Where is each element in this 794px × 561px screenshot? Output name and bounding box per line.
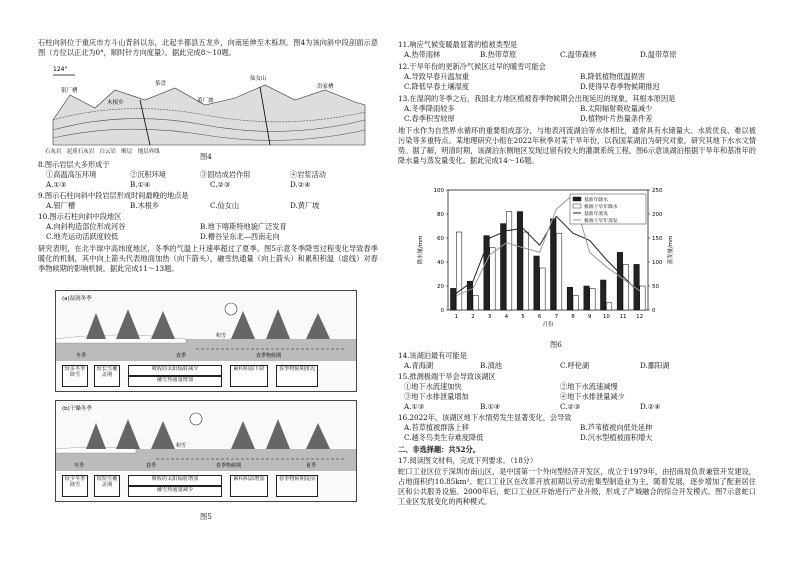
q13-stem: 13.在湿润的冬季之后，我国北方地区植被春季物候期会出现延迟的现象，其根本原因是 (398, 94, 676, 103)
y-tick-label: 0 (440, 308, 444, 314)
place-2: 木根乡 (107, 100, 124, 106)
bar-drought-precip (506, 212, 512, 310)
bar-drought-precip (540, 268, 546, 310)
bar-baseline-precip (617, 252, 623, 310)
q12-c: C.降低早春土壤湿度 (404, 82, 470, 91)
q8-c: C.②③ (210, 180, 231, 189)
legend-label: 极端干旱年蒸发 (584, 219, 618, 224)
q9-b: B.木根乡 (130, 201, 160, 210)
b-flow-6: 春季物候期提前 (276, 475, 318, 497)
x-tick-label: 9 (587, 314, 592, 320)
bar-baseline-precip (451, 288, 457, 310)
bar-drought-precip (456, 232, 462, 310)
q9-c: C.仙女山 (210, 201, 240, 210)
legend-label: 基准年降水 (584, 198, 608, 203)
legend-swatch (573, 197, 581, 201)
bar-baseline-precip (517, 212, 523, 310)
y2-tick-label: 0 (652, 308, 656, 314)
bar-baseline-precip (551, 219, 557, 310)
panel-b-title: (b)干燥冬季 (62, 406, 92, 412)
q16-stem: 16.2022年，该湖区地下水情势发生显著变化，会导致 (398, 413, 572, 422)
a-season-spring: 春季 (176, 353, 187, 359)
a-flow-6: 春季物候期推迟 (276, 365, 318, 387)
bar-drought-precip (590, 288, 596, 310)
figure-6 (410, 178, 700, 343)
q9-stem: 9.图示石柱向斜中段岩层形成时间最晚的地点是 (38, 191, 189, 200)
figure-4 (45, 60, 375, 160)
b-season-spring: 春季 (146, 463, 157, 469)
q8-opt3: ③固结成岩作用 (200, 170, 251, 179)
x-tick-label: 5 (521, 314, 525, 320)
q15-opt3: ③地下水排泄量增加 (404, 392, 469, 401)
bar-baseline-precip (501, 224, 507, 310)
x-tick-label: 10 (602, 314, 610, 320)
figure-5 (55, 290, 355, 510)
bar-drought-precip (523, 232, 529, 310)
q9-d: D.黄厂坡 (290, 201, 320, 210)
legend-5: 地层界线 (137, 149, 160, 155)
q11-d: D.温带草原 (640, 50, 677, 59)
q10-c: C.地壳运动活跃度较低 (46, 232, 119, 241)
a-flow-2: 较长雪覆盖期 (94, 365, 120, 387)
x-tick-label: 11 (619, 314, 627, 320)
y2-tick-label: 250 (652, 188, 663, 194)
bar-drought-precip (473, 296, 479, 310)
fig6-caption: 图6 (550, 340, 562, 349)
legend-1: 石灰岩 (45, 149, 62, 155)
legend-2: 泥质石灰岩 (66, 149, 95, 155)
bar-baseline-precip (584, 286, 590, 310)
y2-axis-label: 蒸发量/mm (668, 235, 674, 265)
legend-label: 基准年蒸发 (584, 212, 608, 217)
bar-baseline-precip (601, 280, 607, 310)
q10-a: A.向斜构造部位形成河谷 (46, 222, 126, 231)
fig5-caption: 图5 (200, 512, 212, 521)
a-flow-3: 吸收的太阳辐射减少 (128, 365, 222, 376)
q15-opt2: ②地下水流速减慢 (560, 382, 618, 391)
b-flow-3: 吸收的太阳辐射增加 (128, 475, 222, 486)
q12-a: A.导致早春升温加重 (404, 72, 469, 81)
q10-stem: 10.图示石柱向斜中段地区 (38, 212, 122, 221)
q15-opt1: ①地下水流速加快 (404, 382, 462, 391)
a-snow-label: 积雪 (216, 333, 227, 339)
y-tick-label: 100 (433, 188, 444, 194)
q8-a: A.①③ (46, 180, 67, 189)
bar-baseline-precip (567, 287, 573, 310)
a-season-winter: 冬季 (76, 353, 87, 359)
q14-b: B.滇池 (480, 361, 502, 370)
q14-stem: 14.该湖泊最有可能是 (398, 351, 467, 360)
y-tick-label: 80 (437, 212, 444, 218)
b-season-summer: 夏季 (306, 463, 317, 469)
q9-a: A.银厂槽 (46, 201, 76, 210)
legend-label: 极端干旱年降水 (584, 205, 618, 210)
intro-text-4: 蛇口工业区位于深圳市南山区，是中国第一个外向型经济开发区，成立于1979年，由招商局负责兼管开发建设，占地面积约10.85km²。蛇口工业区在改革开放初期以劳动密集型制造业为主，随着发展，逐步增加了配套居住区和公共服务设施。2000年后，蛇口工业区开始进行产业升级，形成了产城融合的综合开发模式。图7示意蛇口工业区发展变化的两种模式。 (398, 467, 756, 506)
q15-a: A.①③ (404, 402, 425, 411)
legend-swatch (573, 204, 581, 208)
bar-drought-precip (640, 286, 646, 310)
q8-d: D.②④ (290, 180, 311, 189)
section-2-heading: 二、非选择题：共52分。 (398, 445, 480, 454)
q15-opt4: ④地下水排泄量减少 (560, 392, 625, 401)
b-flow-1: 较少冬季降雪 (62, 475, 88, 497)
x-tick-label: 2 (471, 314, 475, 320)
q16-a: A.苔草植被群落上移 (404, 423, 469, 432)
q15-b: B.①④ (480, 402, 501, 411)
panel-a (55, 290, 357, 392)
intro-text-3: 地下水作为自然界水循环的重要组成部分，与地表河流湖泊等水体相比，通常具有水储量大、水质优良、难以被污染等多重特点。某地理研究小组在2022年秋季对某干旱年份，以我国某湖泊为研究对象，研究其地下水水文情势。据了解，明清时期，该湖泊东侧地区发现过留有较大的灌溉系统工程。图6示意该湖泊根据干旱年和基准年的降水量与蒸发量变化。据此完成14～16题。 (398, 126, 756, 165)
q11-c: C.温带森林 (560, 50, 597, 59)
place-3: 茶盘 (155, 81, 167, 87)
legend-4: 断层 (121, 149, 133, 155)
bar-drought-precip (606, 303, 612, 310)
q14-c: C.呼伦湖 (560, 361, 590, 370)
q11-b: B.热带草原 (480, 50, 517, 59)
q10-b: B.地下喀斯特地貌广泛发育 (200, 222, 287, 231)
y-tick-label: 60 (437, 236, 444, 242)
x-tick-label: 6 (537, 314, 542, 320)
y-tick-label: 20 (437, 284, 444, 290)
intro-text-1: 石柱向斜位于重庆市方斗山背斜以东，北起丰都县五龙乡，向南延伸至木栎坝。图4为该向斜中段剖面示意图（方位以正北为0°，顺时针方向度量）。据此完成8～10题。 (38, 38, 378, 57)
y2-tick-label: 100 (652, 260, 663, 266)
b-season-phenology: 春季物候期 (216, 463, 242, 469)
y2-tick-label: 200 (652, 212, 663, 218)
b-flow-2: 较短雪覆盖期 (94, 475, 120, 497)
bar-baseline-precip (467, 281, 473, 310)
bar-drought-precip (490, 248, 496, 310)
place-6: 洪家槽 (317, 84, 334, 90)
y-tick-label: 40 (437, 260, 444, 266)
bar-drought-precip (556, 233, 562, 310)
y-axis-label: 降水量/mm (418, 235, 424, 265)
q11-a: A.热带雨林 (404, 50, 441, 59)
bar-drought-precip (573, 296, 579, 310)
q8-b: B.①④ (130, 180, 151, 189)
a-season-phenology: 春季物候期 (256, 353, 282, 359)
a-flow-5: 累积积温下降 (230, 365, 268, 387)
b-flow-4: 融雪热通量减少 (128, 486, 222, 497)
bar-baseline-precip (534, 256, 540, 310)
b-season-winter: 冬季 (74, 463, 85, 469)
bar-drought-precip (623, 264, 629, 310)
x-tick-label: 1 (454, 314, 459, 320)
fig4-angle: 124° (53, 66, 68, 73)
a-flow-1: 较多冬季降雪 (62, 365, 88, 387)
place-5: 仙女山 (250, 76, 267, 82)
geologic-cross-section (45, 60, 375, 160)
q16-d: D.沉水型植被面积增大 (580, 433, 653, 442)
y2-tick-label: 50 (652, 284, 659, 290)
legend-3: 白云岩 (99, 149, 117, 155)
q15-stem: 15.推测极端干旱会导致该湖区 (398, 372, 496, 381)
b-flow-5: 累积积温增加 (230, 475, 268, 497)
x-tick-label: 4 (504, 314, 509, 320)
q8-stem: 8.图示岩层大多形成于 (38, 160, 110, 169)
a-flow-4: 融雪热通量增加 (128, 376, 222, 387)
place-1: 银厂槽 (61, 88, 78, 94)
q16-b: B.芦苇植被向低处延伸 (580, 423, 653, 432)
q8-opt2: ②沉积环境 (130, 170, 166, 179)
fig4-caption: 图4 (200, 152, 212, 161)
q13-a: A.冬季降雨较多 (404, 104, 455, 113)
q12-stem: 12.干旱年份的更新冷气候区过早的暖雪可能会 (398, 62, 546, 71)
y2-tick-label: 150 (652, 236, 663, 242)
q13-d: D.植物叶片热量条件差 (580, 114, 653, 123)
q14-d: D.鄱阳湖 (640, 361, 670, 370)
q15-d: D.②④ (640, 402, 661, 411)
panel-b (55, 400, 357, 502)
b-snow-label: 积雪 (176, 443, 187, 449)
panel-a-title: (a)湿润冬季 (62, 296, 92, 302)
x-tick-label: 7 (554, 314, 559, 320)
x-tick-label: 3 (487, 314, 492, 320)
q8-opt4: ④岩浆活动 (290, 170, 326, 179)
place-4: 黄厂坡 (197, 98, 214, 104)
x-tick-label: 12 (636, 314, 644, 320)
x-axis-label: 月份 (542, 322, 554, 328)
q12-b: B.降低植物低温损害 (580, 72, 646, 81)
q13-b: B.太阳辐射吸收量减少 (580, 104, 653, 113)
intro-text-2: 研究表明，在北半球中高纬度地区，冬季的气温上升速率超过了夏季。图5示意冬季降雪过程变化导致春季暖化的机制，其中向上箭头代表地面加热（向下箭头），融雪热通量（向上箭头）和累积积温（虚线）对春季物候期的影响机制。据此完成11～13题。 (38, 244, 378, 273)
precip-evap-chart (410, 178, 700, 343)
q17-stem: 17.阅读图文材料，完成下列要求。（18分） (398, 456, 538, 465)
q8-opt1: ①高温高压环境 (46, 170, 97, 179)
q12-d: D.使得早春季物候期推迟 (580, 82, 660, 91)
fig4-legend (45, 148, 160, 157)
q15-c: C.②③ (560, 402, 581, 411)
q13-c: C.春季积雪较厚 (404, 114, 455, 123)
q11-stem: 11.响应气候变暖最显著的植被类型是 (398, 40, 518, 49)
q16-c: C.越冬鸟类生存难度降低 (404, 433, 484, 442)
x-tick-label: 8 (571, 314, 575, 320)
q10-d: D.槽谷呈东北—西南走向 (200, 232, 280, 241)
q14-a: A.青海湖 (404, 361, 434, 370)
